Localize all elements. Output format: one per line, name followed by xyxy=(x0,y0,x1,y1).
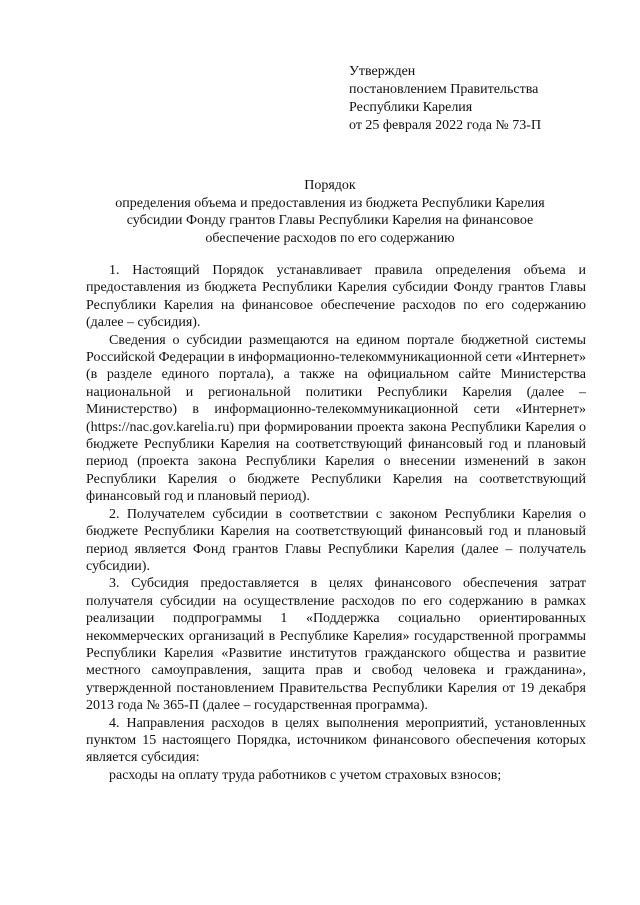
paragraph-4: 4. Направления расходов в целях выполнения мероприятий, установленных пунктом 15 настоящего Порядка, источником финансового обеспечения которых является субсидия: xyxy=(86,715,586,766)
paragraph-portal-info: Сведения о субсидии размещаются на едином портале бюджетной системы Российской Федерации в информационно-телекоммуникационной сети «Интернет» (в разделе единого портала), а также на официальном сайте Министерства национальной и региональной политики Республики Карелия (далее – Министерство) в информационно-телекоммуникационной сети «Интернет» (https://nac.gov.karelia.ru) при формировании проекта закона Республики Карелия о бюджете Республики Карелия на соответствующий финансовый год и плановый период (проекта закона Республики Карелия о внесении изменений в закон Республики Карелия о бюджете Республики Карелия на соответствующий финансовый год и плановый период). xyxy=(86,332,586,505)
approval-date-line: от 25 февраля 2022 года № 73-П xyxy=(349,118,542,133)
approval-block xyxy=(349,63,541,135)
document-heading xyxy=(60,177,600,247)
paragraph-2: 2. Получателем субсидии в соответствии с законом Республики Карелия о бюджете Республики Карелия на соответствующий финансовый год и плановый период является Фонд грантов Главы Республики Карелия (далее – получатель субсидии). xyxy=(86,506,586,574)
paragraph-3: 3. Субсидия предоставляется в целях финансового обеспечения затрат получателя субсидии на осуществление расходов по его содержанию в рамках реализации подпрограммы 1 «Поддержка социально ориентированных некоммерческих организаций в Республике Карелия» государственной программы Республики Карелия «Развитие институтов гражданского общества и развитие местного самоуправления, защита прав и свобод человека и гражданина», утвержденной постановлением Правительства Республики Карелия от 19 декабря 2013 года № 365-П (далее – государственная программа). xyxy=(86,576,586,714)
heading-line: определения объема и предоставления из бюджета Республики Карелия xyxy=(115,195,545,211)
approval-line: постановлением Правительства xyxy=(349,82,539,97)
approval-line: Республики Карелия xyxy=(349,100,473,115)
approval-line: Утвержден xyxy=(349,64,416,79)
heading-line: обеспечение расходов по его содержанию xyxy=(205,230,455,246)
paragraph-expense-item: расходы на оплату труда работников с учетом страховых взносов; xyxy=(109,767,502,783)
document-title: Порядок xyxy=(304,178,356,193)
document-body xyxy=(86,262,586,784)
paragraph-1: 1. Настоящий Порядок устанавливает правила определения объема и предоставления из бюджета Республики Карелия субсидии Фонду грантов Главы Республики Карелия на финансовое обеспечение расходов по его содержанию (далее – субсидия). xyxy=(86,263,586,331)
heading-line: субсидии Фонду грантов Главы Республики Карелия на финансовое xyxy=(126,213,534,228)
